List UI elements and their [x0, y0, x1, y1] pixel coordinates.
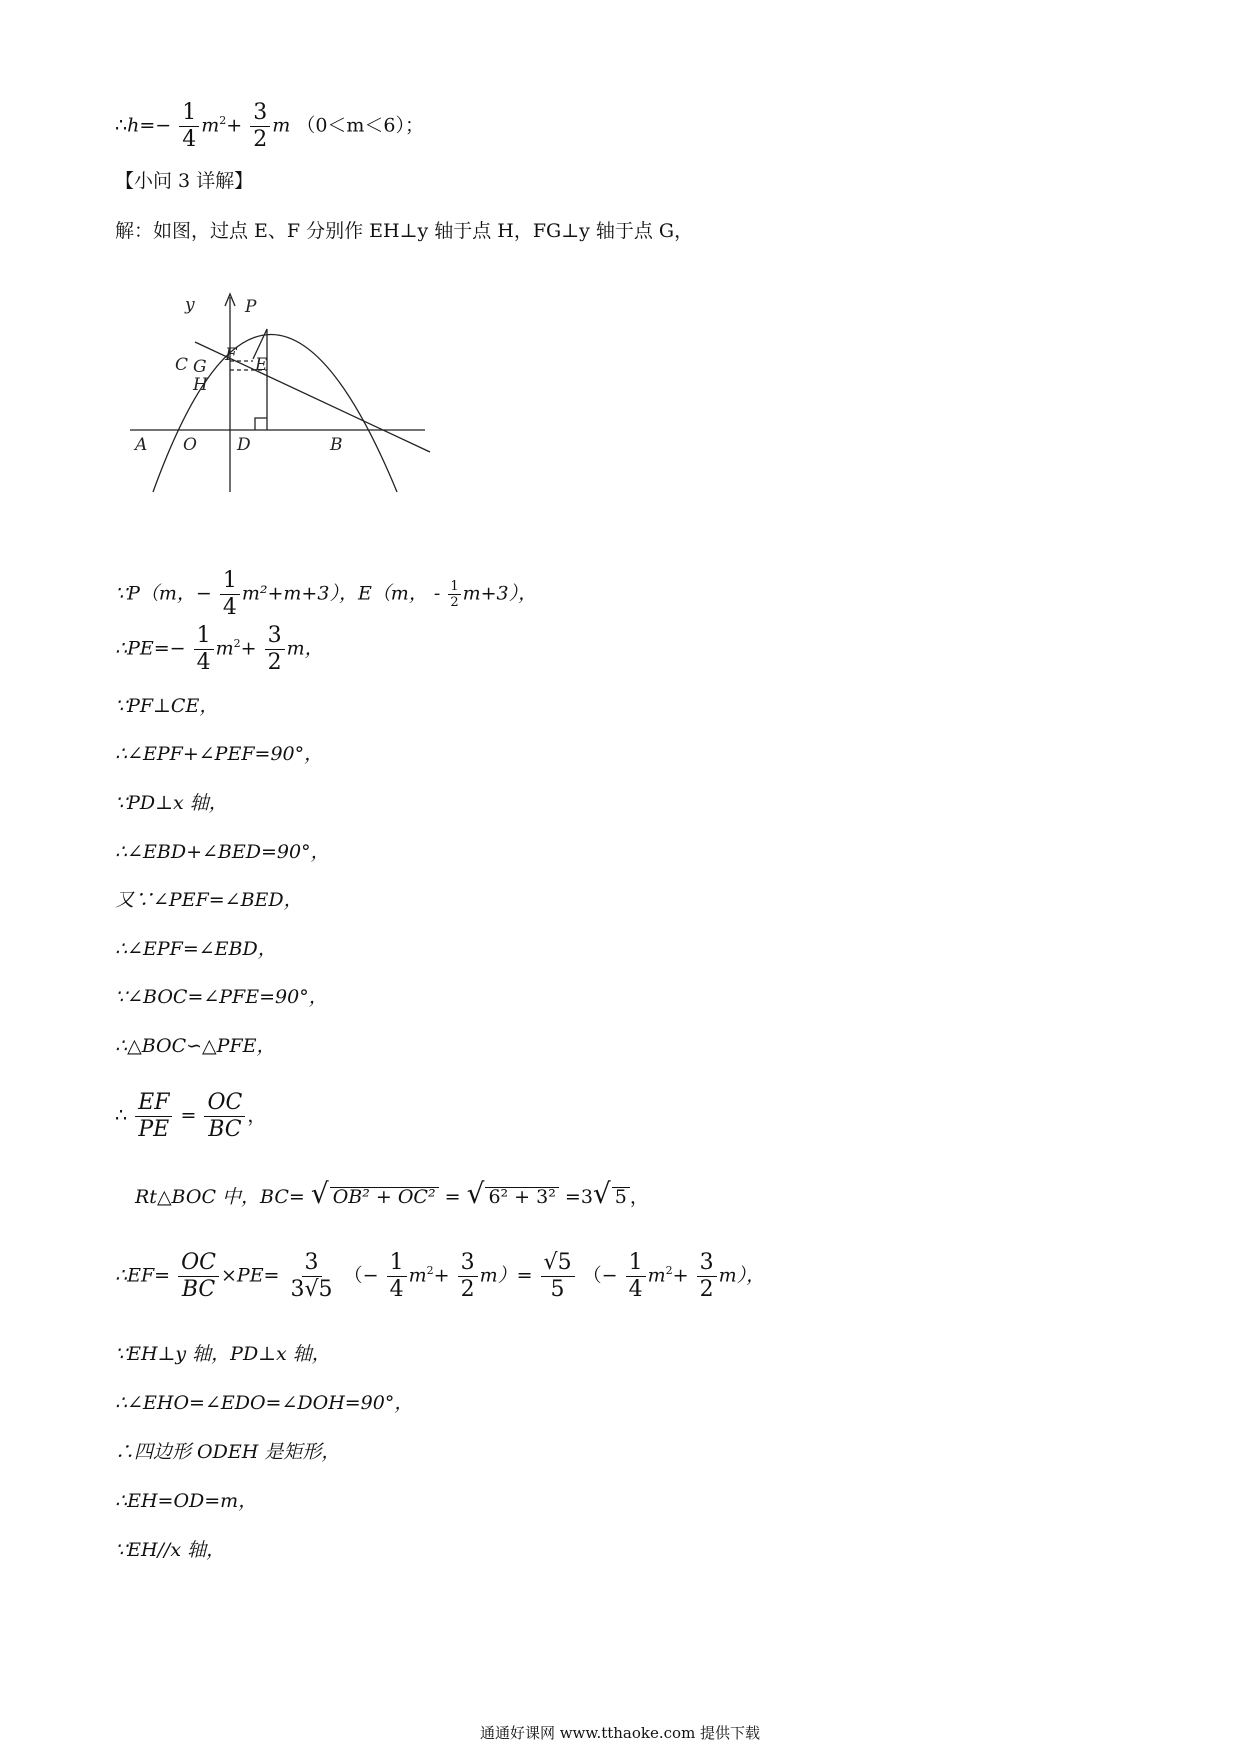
step-angle-sum-1: ∴∠EPF+∠PEF=90°，	[115, 743, 324, 765]
solution-intro: 解：如图，过点 E、F 分别作 EH⊥y 轴于点 H，FG⊥y 轴于点 G，	[115, 220, 694, 242]
fraction-1-4: $\frac{1}{4}$	[179, 100, 199, 153]
page-footer: 通通好课网 www.tthaoke.com 提供下载	[479, 1724, 761, 1742]
pe-formula: ∴PE=− $\frac{1}{4}$ $m^2+$ $\frac{3}{2}$ m，	[115, 623, 324, 675]
fraction-small-1-2: $\frac{1}{2}$	[450, 579, 459, 610]
fraction-3-2: $\frac{3}{2}$	[250, 100, 270, 153]
step-eh-od: ∴EH=OD=m，	[115, 1490, 258, 1512]
step-rectangle: ∴四边形 ODEH 是矩形，	[115, 1441, 341, 1463]
label-c: C	[175, 355, 189, 375]
step-angle-sum-2: ∴∠EBD+∠BED=90°，	[115, 841, 330, 863]
label-o: O	[183, 435, 197, 455]
step-pf-perp: ∵PF⊥CE，	[115, 695, 219, 717]
fraction-3-2: $\frac{3}{2}$	[697, 1250, 717, 1303]
h-formula: ∴h=− $\frac{1}{4}$ $m^2+$ $\frac{3}{2}$ m （0＜m＜6）；	[115, 100, 425, 152]
label-e: E	[255, 355, 268, 375]
fraction-3-2: $\frac{3}{2}$	[458, 1250, 478, 1303]
fraction-ef-pe: $\frac{EF}{PE}$	[135, 1090, 172, 1143]
step-pd-perp: ∵PD⊥x 轴，	[115, 792, 228, 814]
fraction-oc-bc: $\frac{OC}{BC}$	[178, 1250, 219, 1303]
ef-formula: ∴EF= $\frac{OC}{BC}$ ×PE= $\frac{3}{3√5}$ （− $\frac{1}{4}$ $m^2+$ $\frac{3}{2}$ m）= $\frac{√5}{5}$ （− $\frac{1}{4}$ $m^2+$ $\frac{3}{2}$ m），	[115, 1250, 766, 1302]
label-a: A	[135, 435, 148, 455]
label-d: D	[237, 435, 251, 455]
fraction-1-4: $\frac{1}{4}$	[387, 1250, 407, 1303]
fraction-root5-5: $\frac{√5}{5}$	[541, 1250, 575, 1303]
step-right-angles: ∵∠BOC=∠PFE=90°，	[115, 986, 328, 1008]
bc-length: Rt△BOC 中，BC= √ OB² + OC² = √ 6² + 3² =3√ 5 ，	[135, 1177, 649, 1210]
fraction-3-3root5: $\frac{3}{3√5}$	[290, 1250, 333, 1302]
right-angle-mark	[255, 418, 267, 430]
label-g: G	[193, 357, 207, 377]
fraction-3-2: $\frac{3}{2}$	[265, 623, 285, 676]
step-angle-right: ∴∠EHO=∠EDO=∠DOH=90°，	[115, 1392, 414, 1414]
label-b: B	[330, 435, 343, 455]
label-h: H	[193, 375, 208, 395]
fraction-1-4: $\frac{1}{4}$	[220, 568, 240, 621]
step-eh-pd: ∵EH⊥y 轴，PD⊥x 轴，	[115, 1343, 331, 1365]
step-similar: ∴△BOC∽△PFE，	[115, 1035, 276, 1057]
parabola-figure	[125, 282, 455, 497]
fraction-1-4: $\frac{1}{4}$	[626, 1250, 646, 1303]
label-p: P	[245, 297, 257, 317]
point-coordinates: ∵P（m，− $\frac{1}{4}$ m²+m+3），E（m， - $\frac{1}{2}$ m+3），	[115, 568, 538, 620]
section-heading: 【小问 3 详解】	[115, 170, 254, 192]
label-f: F	[225, 345, 237, 365]
step-again: 又∵∠PEF=∠BED，	[115, 889, 303, 911]
parabola-curve	[153, 335, 397, 493]
fraction-oc-bc: $\frac{OC}{BC}$	[204, 1090, 245, 1143]
label-y: y	[185, 295, 195, 315]
ratio-equation: ∴ $\frac{EF}{PE}$ = $\frac{OC}{BC}$ ，	[115, 1090, 267, 1142]
step-angle-eq: ∴∠EPF=∠EBD，	[115, 938, 277, 960]
step-parallel: ∵EH//x 轴，	[115, 1539, 226, 1561]
fraction-1-4: $\frac{1}{4}$	[194, 623, 214, 676]
